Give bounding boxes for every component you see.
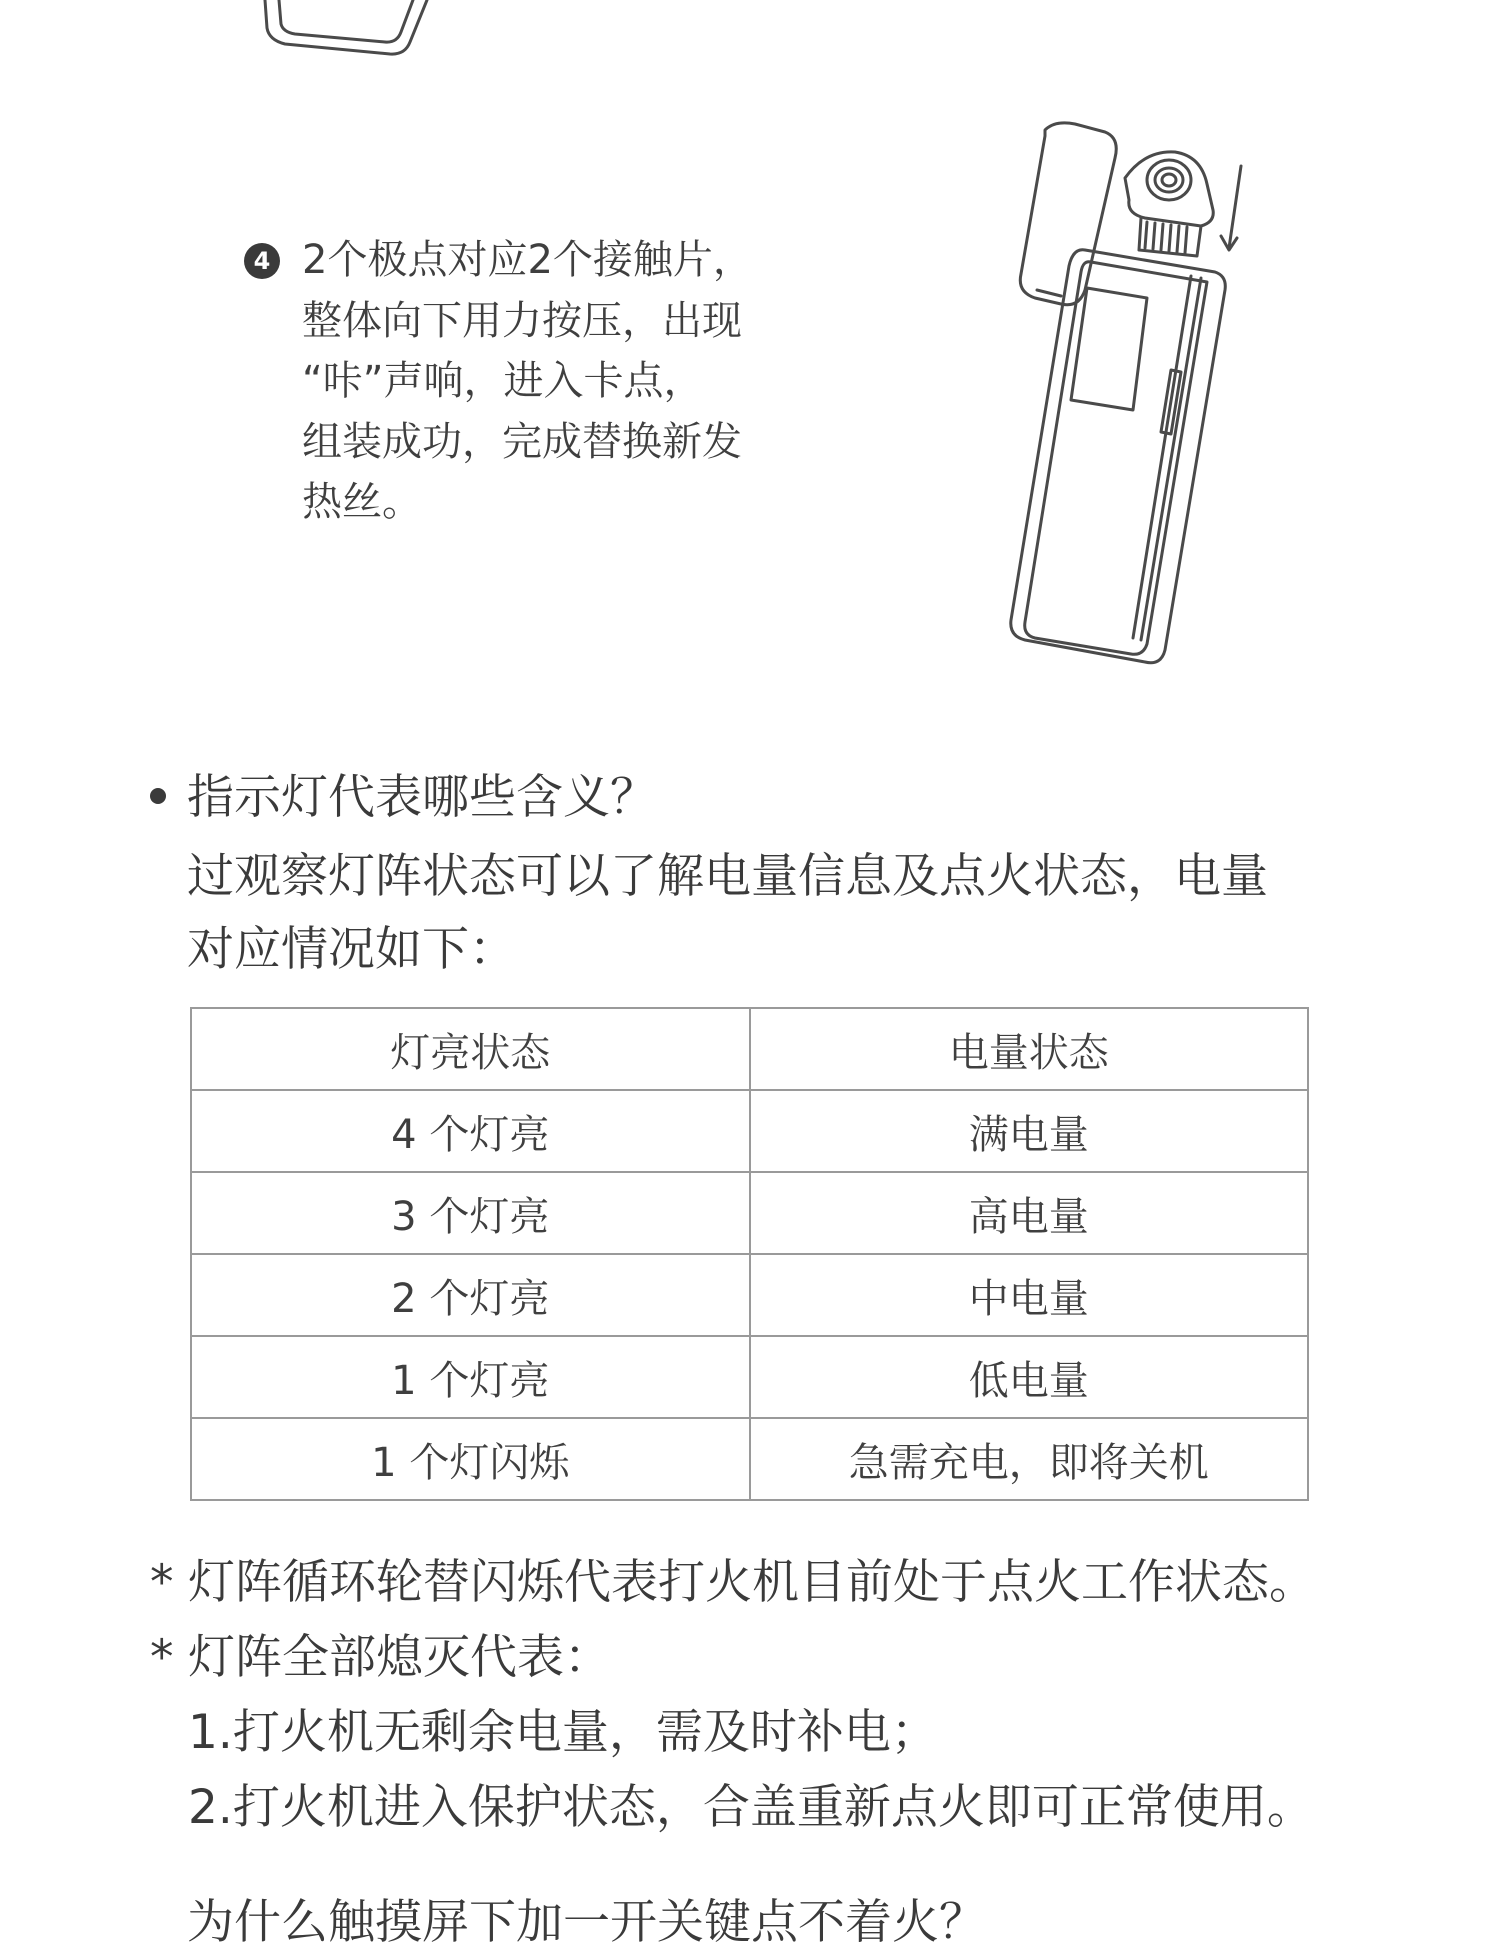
heating-coil-assembly-illustration <box>975 110 1275 670</box>
notes <box>150 1553 1316 1853</box>
step-4-line: 整体向下用力按压，出现 <box>302 297 742 344</box>
table-row <box>191 1172 1308 1254</box>
step-4-badge: 4 <box>244 243 280 279</box>
table-cell: 4 个灯亮 <box>191 1090 750 1172</box>
asterisk: * <box>150 1630 174 1685</box>
table-cell: 1 个灯亮 <box>191 1336 750 1418</box>
step-4-line: 组装成功，完成替换新发 <box>302 418 742 465</box>
table-cell: 满电量 <box>750 1090 1309 1172</box>
table-header-light-state: 灯亮状态 <box>191 1008 750 1090</box>
note-subitem: 1.打火机无剩余电量，需及时补电； <box>188 1705 938 1760</box>
indicator-table <box>190 1007 1309 1501</box>
note-text: 灯阵全部熄灭代表： <box>188 1630 611 1685</box>
step-4-line: 热丝。 <box>302 479 422 525</box>
asterisk: * <box>150 1555 174 1610</box>
bullet-icon <box>150 788 166 804</box>
table-header-battery-state: 电量状态 <box>750 1008 1309 1090</box>
table-row <box>191 1336 1308 1418</box>
table-row <box>191 1418 1308 1500</box>
section-title: 指示灯代表哪些含义？ <box>187 770 657 825</box>
next-section-title: 为什么触摸屏下加一开关键点不着火？ <box>187 1895 986 1950</box>
table-cell: 3 个灯亮 <box>191 1172 750 1254</box>
note-item <box>150 1628 1316 1703</box>
table-cell: 1 个灯闪烁 <box>191 1418 750 1500</box>
description-line: 对应情况如下： <box>187 922 516 977</box>
table-row <box>191 1090 1308 1172</box>
note-item <box>150 1553 1316 1628</box>
table-cell: 高电量 <box>750 1172 1309 1254</box>
step-4-line: 2个极点对应2个接触片， <box>302 237 753 283</box>
section-description <box>187 840 1268 986</box>
table-row <box>191 1254 1308 1336</box>
note-subitem: 2.打火机进入保护状态，合盖重新点火即可正常使用。 <box>188 1780 1314 1835</box>
table-cell: 中电量 <box>750 1254 1309 1336</box>
note-text: 灯阵循环轮替闪烁代表打火机目前处于点火工作状态。 <box>188 1555 1316 1610</box>
table-cell: 低电量 <box>750 1336 1309 1418</box>
device-bottom-illustration <box>255 0 435 60</box>
step-4-line: “咔”声响，进入卡点， <box>302 358 704 404</box>
table-cell: 2 个灯亮 <box>191 1254 750 1336</box>
step-4-instructions <box>302 230 753 533</box>
table-header-row <box>191 1008 1308 1090</box>
table-cell: 急需充电，即将关机 <box>750 1418 1309 1500</box>
description-line: 过观察灯阵状态可以了解电量信息及点火状态，电量 <box>187 849 1268 904</box>
